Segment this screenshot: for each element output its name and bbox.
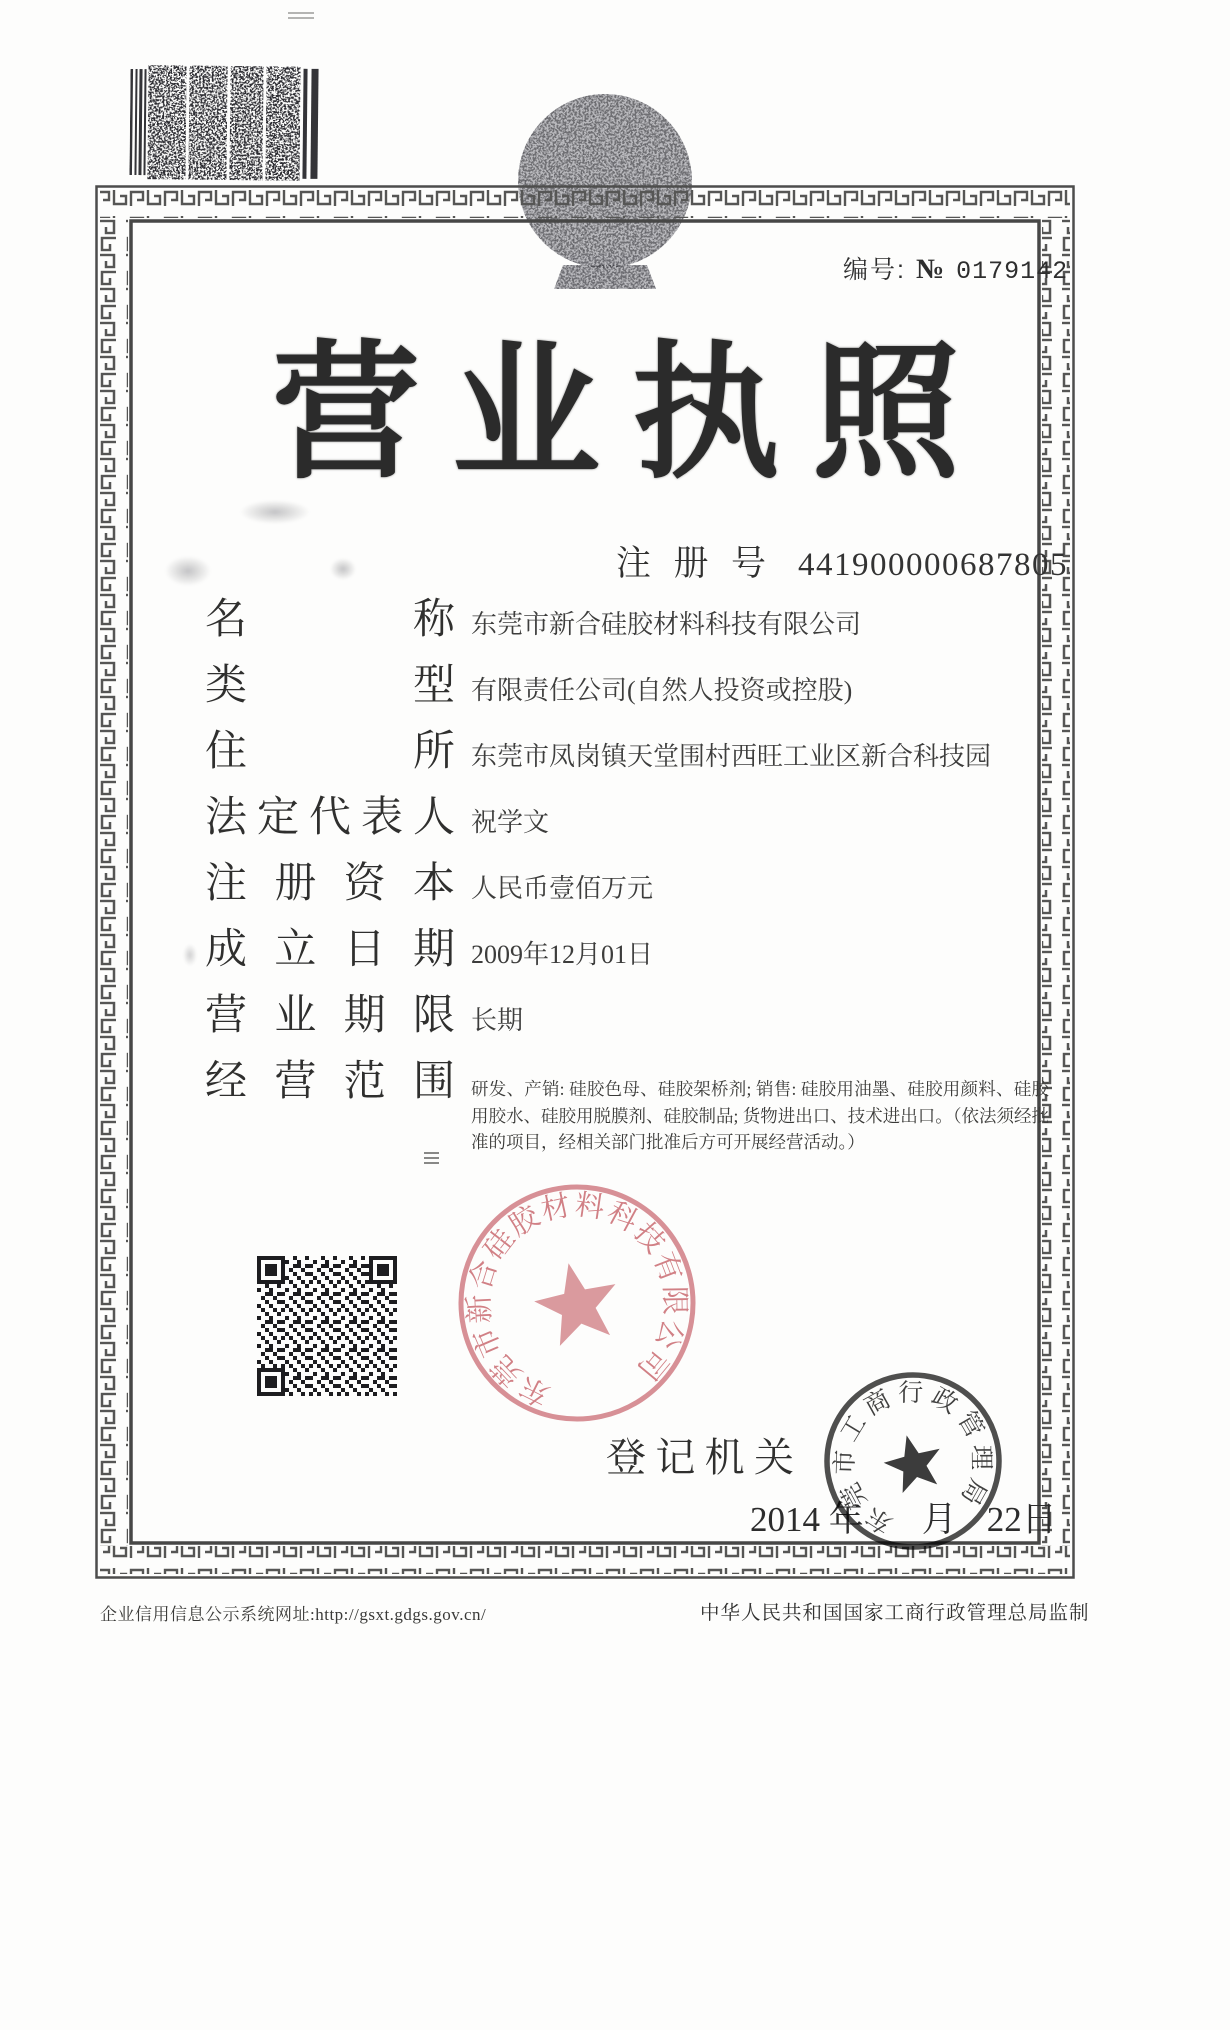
field-label: 营 业 期 限 xyxy=(205,993,455,1039)
field-label: 成 立 日 期 xyxy=(205,927,455,973)
field-row-registered-capital xyxy=(205,862,1050,907)
field-row-legal-representative xyxy=(205,796,1050,841)
field-row-business-term xyxy=(205,994,1050,1039)
scan-artifact xyxy=(165,556,211,586)
qr-code xyxy=(253,1252,401,1400)
barcode xyxy=(129,63,328,183)
seal-star-icon xyxy=(528,1255,626,1350)
field-label: 法 定 代 表 人 xyxy=(205,795,455,841)
scan-artifact xyxy=(288,12,314,22)
serial-number-line xyxy=(843,250,1068,286)
field-row-name xyxy=(205,598,1050,643)
field-row-establish-date xyxy=(205,928,1050,973)
registration-number-value: 441900000687805 xyxy=(798,547,1068,583)
numero-symbol: № xyxy=(915,254,947,285)
scan-artifact xyxy=(330,558,356,580)
field-label: 类 型 xyxy=(205,663,455,709)
registry-stamp-text: 东莞市工商行政管理局 xyxy=(831,1379,995,1538)
issue-date-day: 22日 xyxy=(986,1500,1057,1539)
field-label: 经 营 范 围 xyxy=(205,1059,455,1105)
serial-number: 0179142 xyxy=(956,257,1069,286)
footer-public-system-url: 企业信用信息公示系统网址:http://gsxt.gdgs.gov.cn/ xyxy=(100,1605,487,1624)
field-row-type xyxy=(205,664,1050,709)
field-value: 长期 xyxy=(471,1006,524,1035)
registrar-label: 登 记 机 关 xyxy=(606,1435,794,1480)
footer-issuing-authority: 中华人民共和国国家工商行政管理总局监制 xyxy=(700,1603,1090,1624)
field-value: 东莞市凤岗镇天堂围村西旺工业区新合科技园 xyxy=(471,742,992,771)
serial-label: 编号: xyxy=(843,256,906,284)
issue-date-year: 2014 年 xyxy=(750,1500,864,1539)
field-value: 人民币壹佰万元 xyxy=(471,874,654,903)
field-value: 祝学文 xyxy=(471,808,550,837)
scan-artifact xyxy=(183,944,197,966)
registration-number-line xyxy=(616,536,1068,586)
field-row-business-scope xyxy=(205,1060,1050,1156)
field-label: 注 册 资 本 xyxy=(205,861,455,907)
company-seal-stamp xyxy=(429,1155,726,1452)
stamp-star-icon xyxy=(879,1428,948,1495)
field-value: 有限责任公司(自然人投资或控股) xyxy=(471,676,853,705)
field-value: 2009年12月01日 xyxy=(471,940,654,969)
field-label: 名 称 xyxy=(205,597,455,643)
registration-number-label: 注 册 号 xyxy=(616,544,766,583)
scan-artifact xyxy=(240,500,310,524)
field-row-address xyxy=(205,730,1050,775)
field-list xyxy=(205,598,1050,1177)
company-seal-text: 东莞市新合硅胶材料科技有限公司 xyxy=(463,1188,691,1412)
issue-date-month: 月 xyxy=(921,1500,957,1539)
field-value: 研发、产销: 硅胶色母、硅胶架桥剂; 销售: 硅胶用油墨、硅胶用颜料、硅胶用胶水、硅胶用脱膜剂、硅胶制品; 货物进出口、技术进出口。（依法须经批准的项目，经相关部门批准后方可开展经营活动。） xyxy=(471,1079,1049,1153)
certificate-title: 营 业 执 照 xyxy=(272,333,960,497)
field-label: 住 所 xyxy=(205,729,455,775)
field-value: 东莞市新合硅胶材料科技有限公司 xyxy=(471,610,862,639)
scan-artifact xyxy=(424,1152,439,1164)
